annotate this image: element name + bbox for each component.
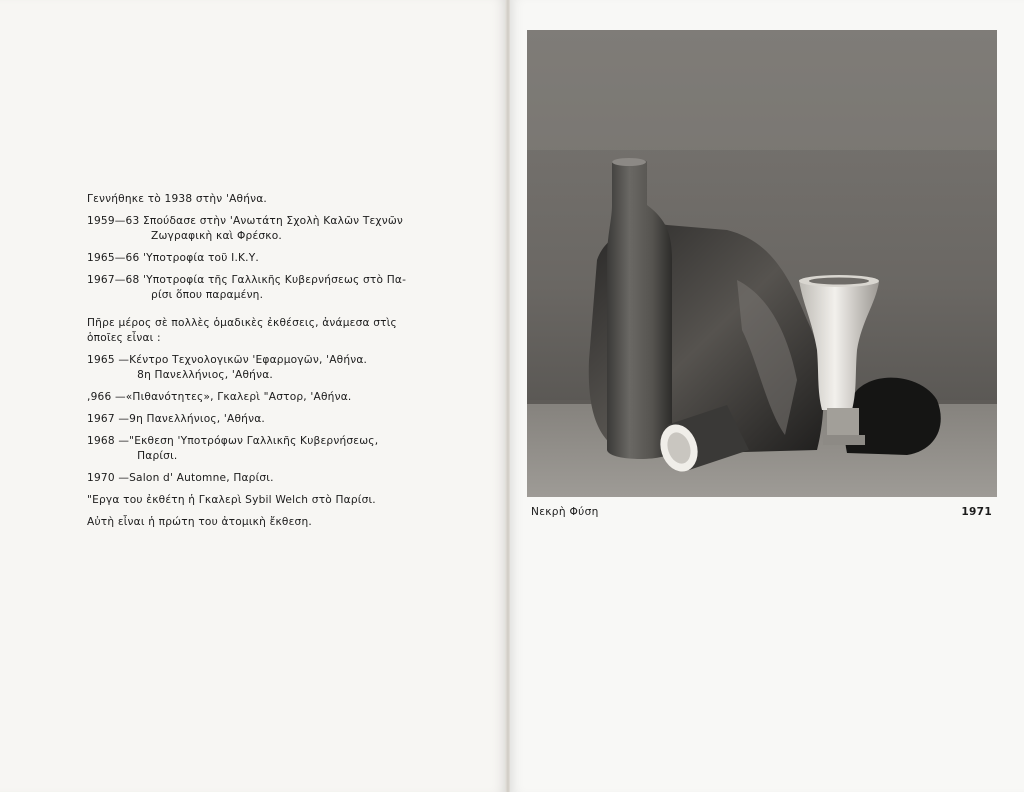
entry-line: ρίσι ὅπου παραμένη. <box>151 289 264 301</box>
group-intro-line: Πῆρε μέρος σὲ πολλὲς ὁμαδικὲς ἐκθέσεις, ἀνάμεσα στὶς <box>87 317 397 329</box>
group-intro-line: ὁποῖες εἶναι : <box>87 332 161 344</box>
entry-years: 1967 — <box>87 413 130 425</box>
biography-text <box>87 192 437 537</box>
exhibition-entry <box>87 471 437 486</box>
exhibition-entry <box>87 390 437 405</box>
entry-line: Σπούδασε στὴν 'Ανωτάτη Σχολὴ Καλῶν Τεχνῶν <box>143 215 404 227</box>
entry-line: 'Υποτροφία τοῦ Ι.Κ.Υ. <box>143 252 259 264</box>
entry-line: 9η Πανελλήνιος, 'Αθήνα. <box>129 413 265 425</box>
painting-title: Νεκρὴ Φύση <box>531 506 599 518</box>
education-entry <box>87 214 437 244</box>
entry-years: 1968 — <box>87 435 130 447</box>
entry-line: 'Υποτροφία τῆς Γαλλικῆς Κυβερνήσεως στὸ Πα- <box>143 274 407 286</box>
birth-line: Γεννήθηκε τὸ 1938 στὴν 'Αθήνα. <box>87 193 267 205</box>
entry-line: Κέντρο Τεχνολογικῶν 'Εφαρμογῶν, 'Αθήνα. <box>129 354 368 366</box>
entry-line: Ζωγραφικὴ καὶ Φρέσκο. <box>151 230 282 242</box>
entry-years: 1959—63 <box>87 215 140 227</box>
left-page <box>0 0 506 792</box>
entry-line: Salon d' Automne, Παρίσι. <box>129 472 274 484</box>
entry-years: ,966 — <box>87 391 126 403</box>
entry-years: 1965 — <box>87 354 130 366</box>
entry-line: "Εκθεση 'Υποτρόφων Γαλλικῆς Κυβερνήσεως, <box>129 435 379 447</box>
painting-year: 1971 <box>961 506 992 518</box>
exhibition-entry <box>87 412 437 427</box>
exhibition-entry <box>87 434 437 464</box>
entry-line: «Πιθανότητες», Γκαλερὶ "Αστορ, 'Αθήνα. <box>125 391 352 403</box>
gallery-line: "Εργα του ἐκθέτη ἡ Γκαλερὶ Sybil Welch στὸ Παρίσι. <box>87 494 376 506</box>
entry-line: 8η Πανελλήνιος, 'Αθήνα. <box>137 369 273 381</box>
entry-years: 1970 — <box>87 472 130 484</box>
entry-line: Παρίσι. <box>137 450 178 462</box>
still-life-painting <box>527 30 997 497</box>
solo-show-line: Αὐτὴ εἶναι ἡ πρώτη του ἀτομικὴ ἔκθεση. <box>87 516 312 528</box>
education-entry <box>87 251 437 266</box>
entry-years: 1965—66 <box>87 252 140 264</box>
entry-years: 1967—68 <box>87 274 140 286</box>
exhibition-entry <box>87 353 437 383</box>
education-entry <box>87 273 437 303</box>
